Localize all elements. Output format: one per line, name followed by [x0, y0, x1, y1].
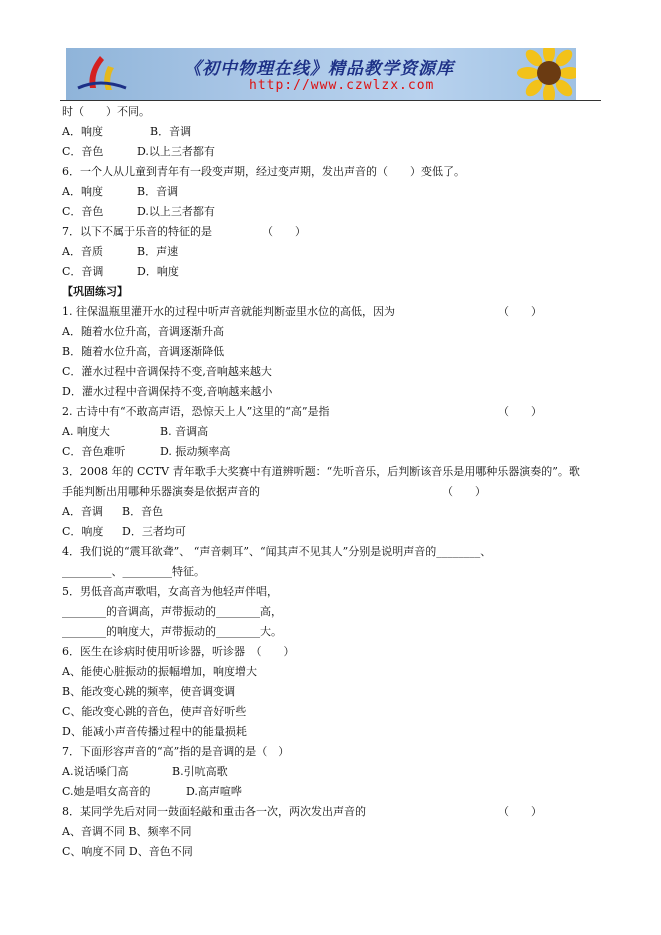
- option-line: C.她是唱女高音的 D.高声喧哗: [62, 785, 242, 798]
- question-line: 6．一个人从儿童到青年有一段变声期，经过变声期，发出声音的（ ）变低了。: [62, 165, 465, 178]
- option-line: A．随着水位升高，音调逐渐升高: [62, 325, 224, 338]
- option-line: A.说话嗓门高 B.引吭高歌: [62, 765, 228, 778]
- question-line: 3．2008 年的 CCTV 青年歌手大奖赛中有道辨听题：“先听音乐，后判断该音乐是用哪种乐器演奏的”。歌: [62, 465, 580, 478]
- blank-line: ________的响度大，声带振动的________大。: [62, 625, 282, 638]
- question-line: 5．男低音高声歌唱，女高音为他轻声伴唱，: [62, 585, 278, 598]
- blank-line: ________的音调高，声带振动的________高，: [62, 605, 282, 618]
- option-line: B．随着水位升高，音调逐渐降低: [62, 345, 225, 358]
- question-line: 4．我们说的“震耳欲聋”、 “声音刺耳”、“闻其声不见其人”分别是说明声音的________、: [62, 545, 492, 558]
- option-line: A、音调不同 B、频率不同: [62, 825, 192, 838]
- option-line: D．灌水过程中音调保持不变,音响越来越小: [62, 385, 273, 398]
- option-line: A．响度 B．音调: [62, 125, 192, 138]
- option-line: A．音质 B．声速: [62, 245, 179, 258]
- option-line: C、响度不同 D、音色不同: [62, 845, 193, 858]
- header-banner: [66, 48, 576, 100]
- option-line: C．音色难听 D. 振动频率高: [62, 445, 231, 458]
- question-line: 7．以下不属于乐音的特征的是 （ ）: [62, 225, 306, 238]
- option-line: A．响度 B．音调: [62, 185, 179, 198]
- blank-line: _________、_________特征。: [62, 565, 205, 578]
- question-line: 1. 往保温瓶里灌开水的过程中听声音就能判断壶里水位的高低，因为 （ ）: [62, 305, 542, 318]
- question-line: 手能判断出用哪种乐器演奏是依据声音的 （ ）: [62, 485, 486, 498]
- banner-url: http://www.czwlzx.com: [249, 78, 435, 93]
- section-heading: 【巩固练习】: [62, 285, 128, 298]
- option-line: C．音色 D.以上三者都有: [62, 205, 215, 218]
- logo-icon: [70, 52, 130, 96]
- option-line: A. 响度大 B. 音调高: [62, 425, 209, 438]
- option-line: C．音色 D.以上三者都有: [62, 145, 215, 158]
- option-line: C．音调 D．响度: [62, 265, 179, 278]
- document-body: [62, 102, 602, 862]
- question-line: 7．下面形容声音的“高”指的是音调的是（ ）: [62, 745, 290, 758]
- option-line: C、能改变心跳的音色，使声音好听些: [62, 705, 247, 718]
- option-line: B、能改变心跳的频率，使音调变调: [62, 685, 236, 698]
- option-line: A．音调 B．音色: [62, 505, 164, 518]
- option-line: D、能减小声音传播过程中的能量损耗: [62, 725, 247, 738]
- question-line: 8．某同学先后对同一鼓面轻敲和重击各一次，两次发出声音的 （ ）: [62, 805, 542, 818]
- option-line: A、能使心脏振动的振幅增加，响度增大: [62, 665, 257, 678]
- option-line: C．灌水过程中音调保持不变,音响越来越大: [62, 365, 272, 378]
- header-rule: [60, 100, 601, 101]
- option-line: C．响度 D．三者均可: [62, 525, 186, 538]
- question-line: 2. 古诗中有“不敢高声语，恐惊天上人”这里的“高”是指 （ ）: [62, 405, 542, 418]
- sunflower-icon: [516, 48, 576, 100]
- banner-title: 《初中物理在线》精品教学资源库: [184, 59, 454, 79]
- question-line: 6．医生在诊病时使用听诊器，听诊器 （ ）: [62, 645, 295, 658]
- text-line: 时（ ）不同。: [62, 105, 150, 118]
